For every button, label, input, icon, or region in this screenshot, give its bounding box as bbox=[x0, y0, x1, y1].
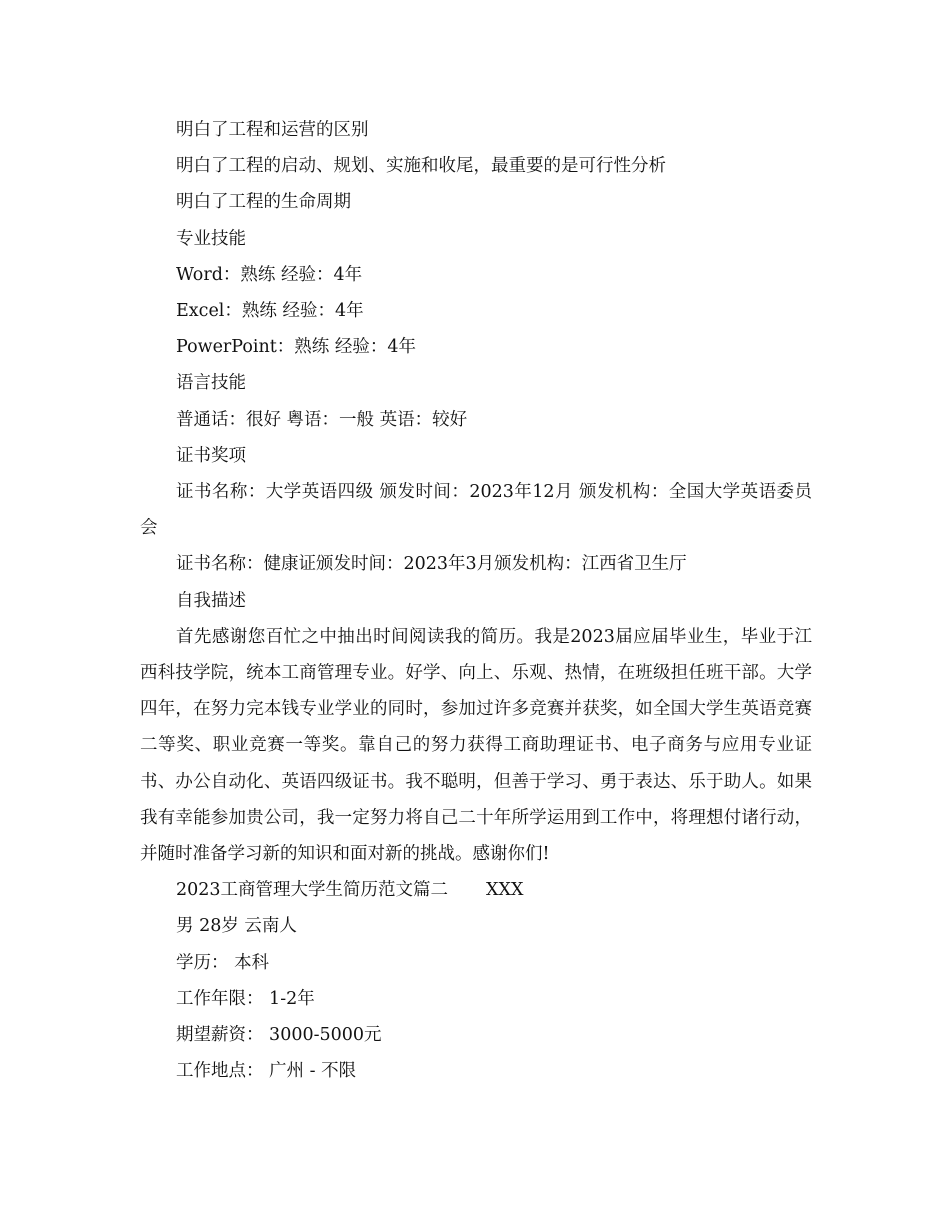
section-heading-language: 语言技能 bbox=[176, 373, 246, 394]
line-project-phases: 明白了工程的启动、规划、实施和收尾，最重要的是可行性分析 bbox=[176, 156, 666, 177]
certificate-health: 证书名称：健康证颁发时间：2023年3月颁发机构：江西省卫生厅 bbox=[176, 554, 687, 575]
skill-word: Word：熟练 经验：4年 bbox=[176, 264, 363, 285]
resume-two-profile: 男 28岁 云南人 bbox=[176, 916, 297, 937]
resume-two-title: 2023工商管理大学生简历范文篇二 bbox=[176, 880, 449, 901]
certificate-cet4: 证书名称：大学英语四级 颁发时间：2023年12月 颁发机构：全国大学英语委员会 bbox=[140, 482, 812, 539]
language-detail: 普通话：很好 粤语：一般 英语：较好 bbox=[176, 409, 468, 430]
resume-two-expected-salary: 期望薪资： 3000-5000元 bbox=[176, 1025, 382, 1046]
document-body bbox=[140, 112, 812, 1089]
resume-two-title-line bbox=[140, 872, 812, 908]
resume-two-work-years: 工作年限： 1-2年 bbox=[176, 988, 315, 1009]
section-heading-certificates: 证书奖项 bbox=[176, 445, 246, 466]
section-heading-skills: 专业技能 bbox=[176, 228, 246, 249]
self-description-paragraph: 首先感谢您百忙之中抽出时间阅读我的简历。我是2023届应届毕业生，毕业于江西科技学院，统本工商管理专业。好学、向上、乐观、热情，在班级担任班干部。大学四年，在努力完本钱专业学业的同时，参加过许多竞赛并获奖，如全国大学生英语竞赛二等奖、职业竞赛一等奖。靠自己的努力获得工商助理证书、电子商务与应用专业证书、办公自动化、英语四级证书。我不聪明，但善于学习、勇于表达、乐于助人。如果我有幸能参加贵公司，我一定努力将自己二十年所学运用到工作中，将理想付诸行动，并随时准备学习新的知识和面对新的挑战。感谢你们! bbox=[140, 626, 812, 865]
line-project-lifecycle: 明白了工程的生命周期 bbox=[176, 192, 351, 213]
resume-two-education: 学历： 本科 bbox=[176, 952, 270, 973]
resume-two-work-location: 工作地点： 广州 - 不限 bbox=[176, 1061, 357, 1082]
line-project-vs-operations: 明白了工程和运营的区别 bbox=[176, 120, 369, 140]
resume-two-name: XXX bbox=[486, 880, 524, 901]
section-heading-self-description: 自我描述 bbox=[176, 590, 246, 611]
skill-excel: Excel：熟练 经验：4年 bbox=[176, 301, 364, 322]
skill-powerpoint: PowerPoint：熟练 经验：4年 bbox=[176, 337, 417, 358]
